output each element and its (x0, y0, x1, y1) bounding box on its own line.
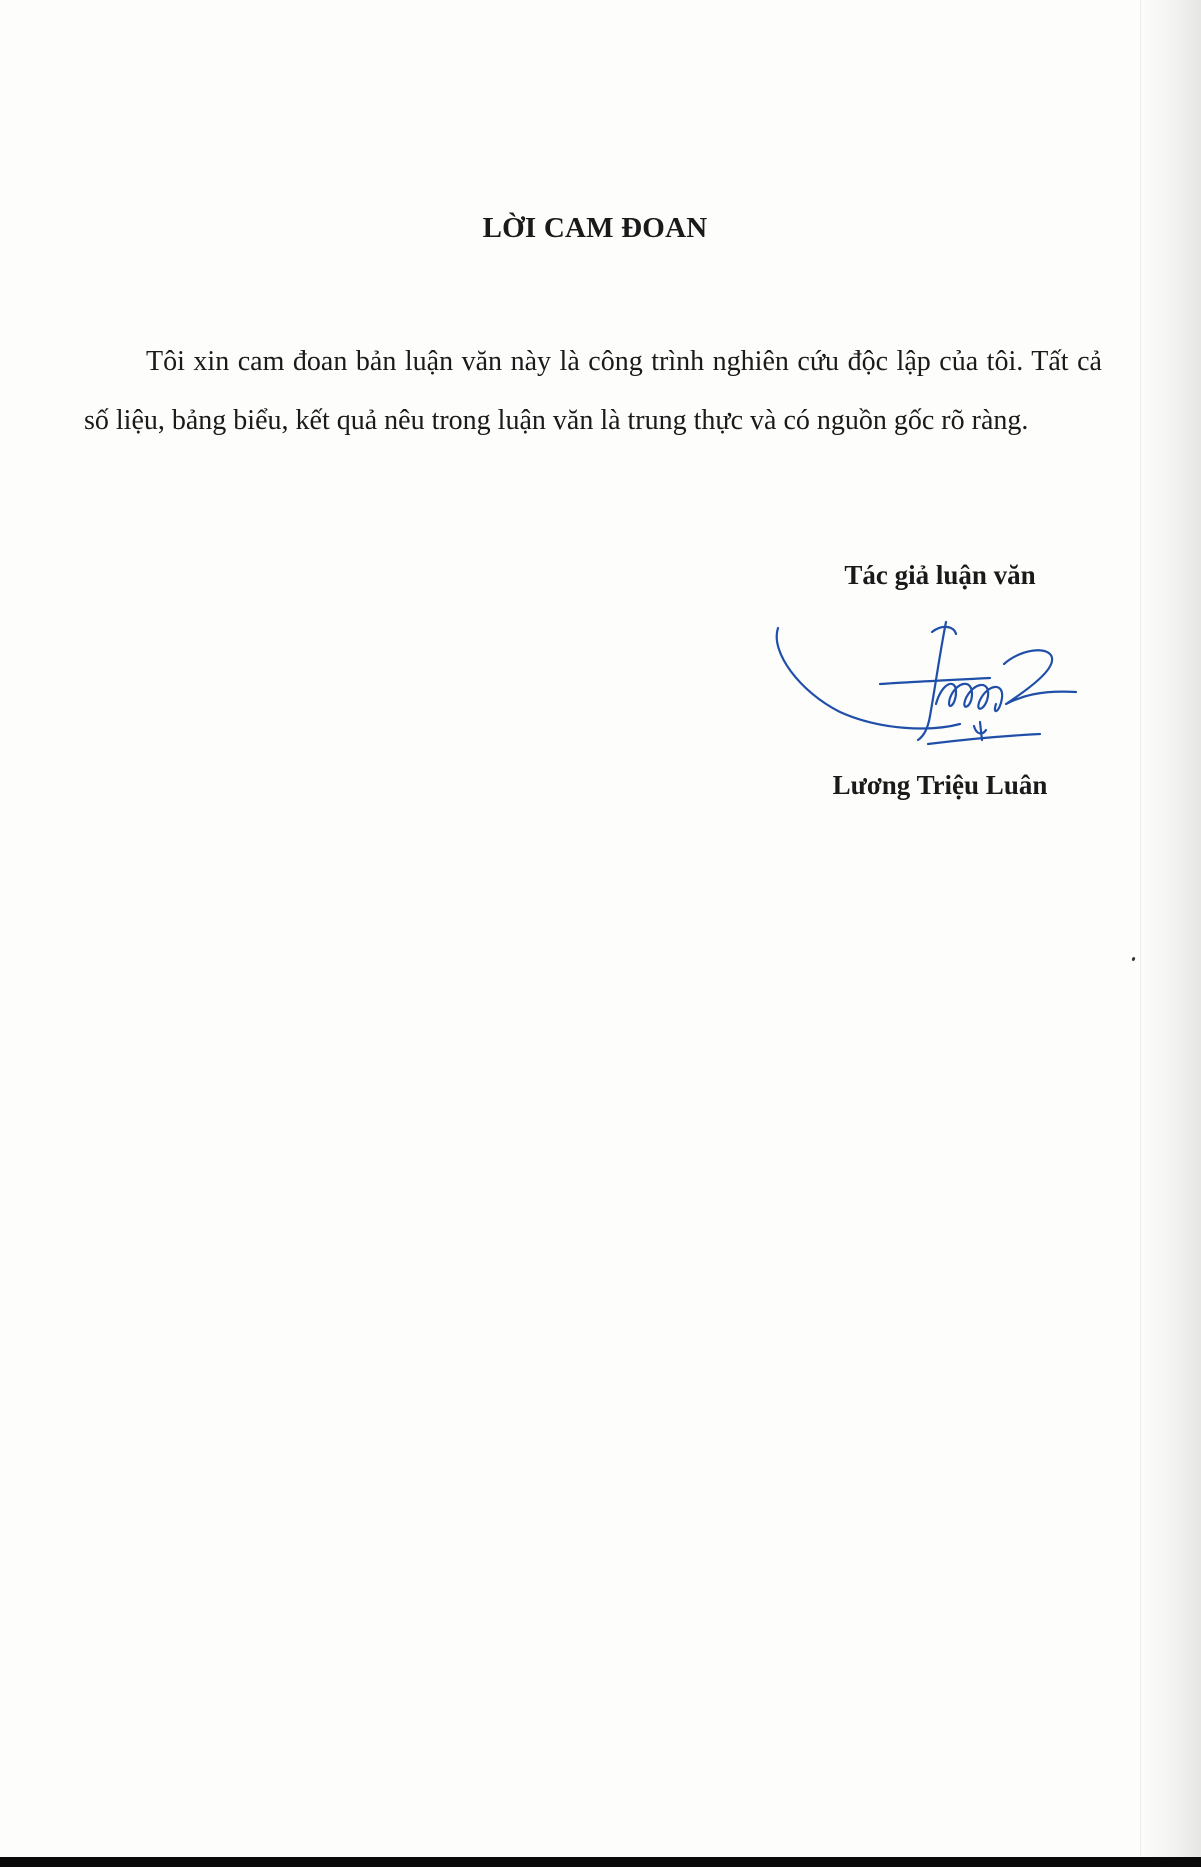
scan-speck (1131, 957, 1135, 962)
page-fold-line (1140, 0, 1141, 1857)
author-name: Lương Triệu Luân (832, 770, 1048, 800)
declaration-paragraph: Tôi xin cam đoan bản luận văn này là công trình nghiên cứu độc lập của tôi. Tất cả số liệu, bảng biểu, kết quả nêu trong luận văn là trung thực và có nguồn gốc rõ ràng. (84, 346, 1102, 436)
author-label: Tác giả luận văn (844, 560, 1036, 590)
handwritten-signature (760, 612, 1120, 772)
document-title: LỜI CAM ĐOAN (482, 212, 708, 244)
scan-border-bottom (0, 1857, 1201, 1867)
page-shadow-right (1139, 0, 1201, 1867)
